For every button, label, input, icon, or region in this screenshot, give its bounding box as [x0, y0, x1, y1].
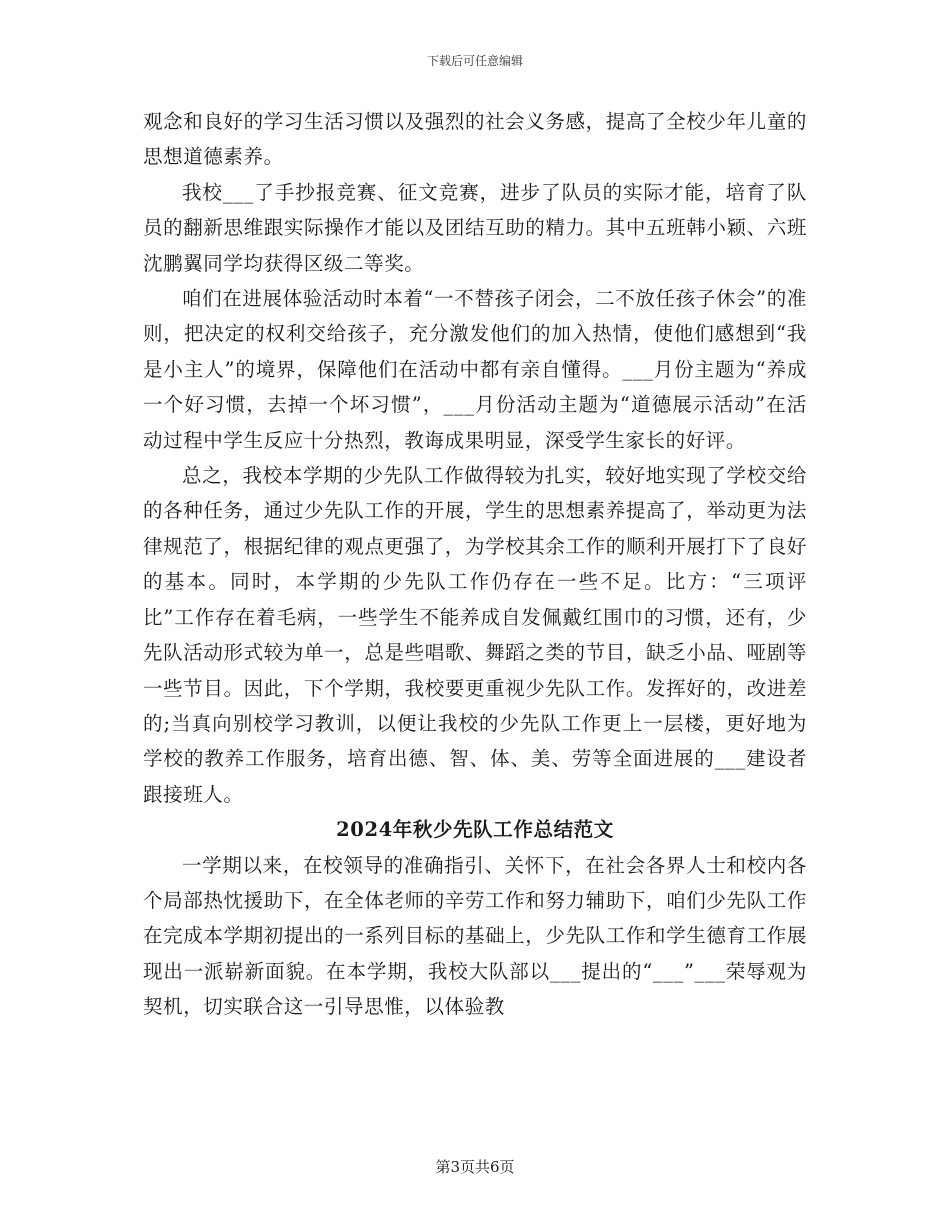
page-footer: 第3页共6页 — [435, 1158, 515, 1176]
paragraph-4: 总之，我校本学期的少先队工作做得较为扎实，较好地实现了学校交给的各种任务，通过少先队工作的开展，学生的思想素养提高了，举动更为法律规范了，根据纪律的观点更强了，为学校其余工作的顺利开展打下了良好的基本。同时，本学期的少先队工作仍存在一些不足。比方：“三项评比”工作存在着毛病，一些学生不能养成自发佩戴红围巾的习惯，还有，少先队活动形式较为单一，总是些唱歌、舞蹈之类的节目，缺乏小品、哑剧等一些节目。因此，下个学期，我校要更重视少先队工作。发挥好的，改进差的;当真向别校学习教训，以便让我校的少先队工作更上一层楼，更好地为学校的教养工作服务，培育出德、智、体、美、劳等全面进展的___建设者跟接班人。 — [143, 464, 807, 806]
section-heading: 2024年秋少先队工作总结范文 — [336, 818, 614, 842]
paragraph-5: 一学期以来，在校领导的准确指引、关怀下，在社会各界人士和校内各个局部热忱援助下，在全体老师的辛劳工作和努力辅助下，咱们少先队工作在完成本学期初提出的一系列目标的基础上，少先队工作和学生德育工作展现出一派崭新面貌。在本学期，我校大队部以___提出的“___”___荣辱观为契机，切实联合这一引导思惟，以体验教 — [143, 853, 807, 1019]
paragraph-1: 观念和良好的学习生活习惯以及强烈的社会义务感，提高了全校少年儿童的思想道德素养。 — [143, 110, 807, 169]
paragraph-2: 我校___了手抄报竞赛、征文竞赛，进步了队员的实际才能，培育了队员的翻新思维跟实际操作才能以及团结互助的精力。其中五班韩小颖、六班沈鹏翼同学均获得区级二等奖。 — [143, 180, 807, 275]
document-body — [143, 104, 807, 1025]
page-header: 下载后可任意编辑 — [426, 54, 523, 68]
paragraph-3: 咱们在进展体验活动时本着“一不替孩子闭会，二不放任孩子休会”的准则，把决定的权利交给孩子，充分激发他们的加入热情，使他们感想到“我是小主人”的境界，保障他们在活动中都有亲自懂得。___月份主题为“养成一个好习惯，去掉一个坏习惯”，___月份活动主题为“道德展示活动”在活动过程中学生反应十分热烈，教诲成果明显，深受学生家长的好评。 — [143, 287, 807, 452]
